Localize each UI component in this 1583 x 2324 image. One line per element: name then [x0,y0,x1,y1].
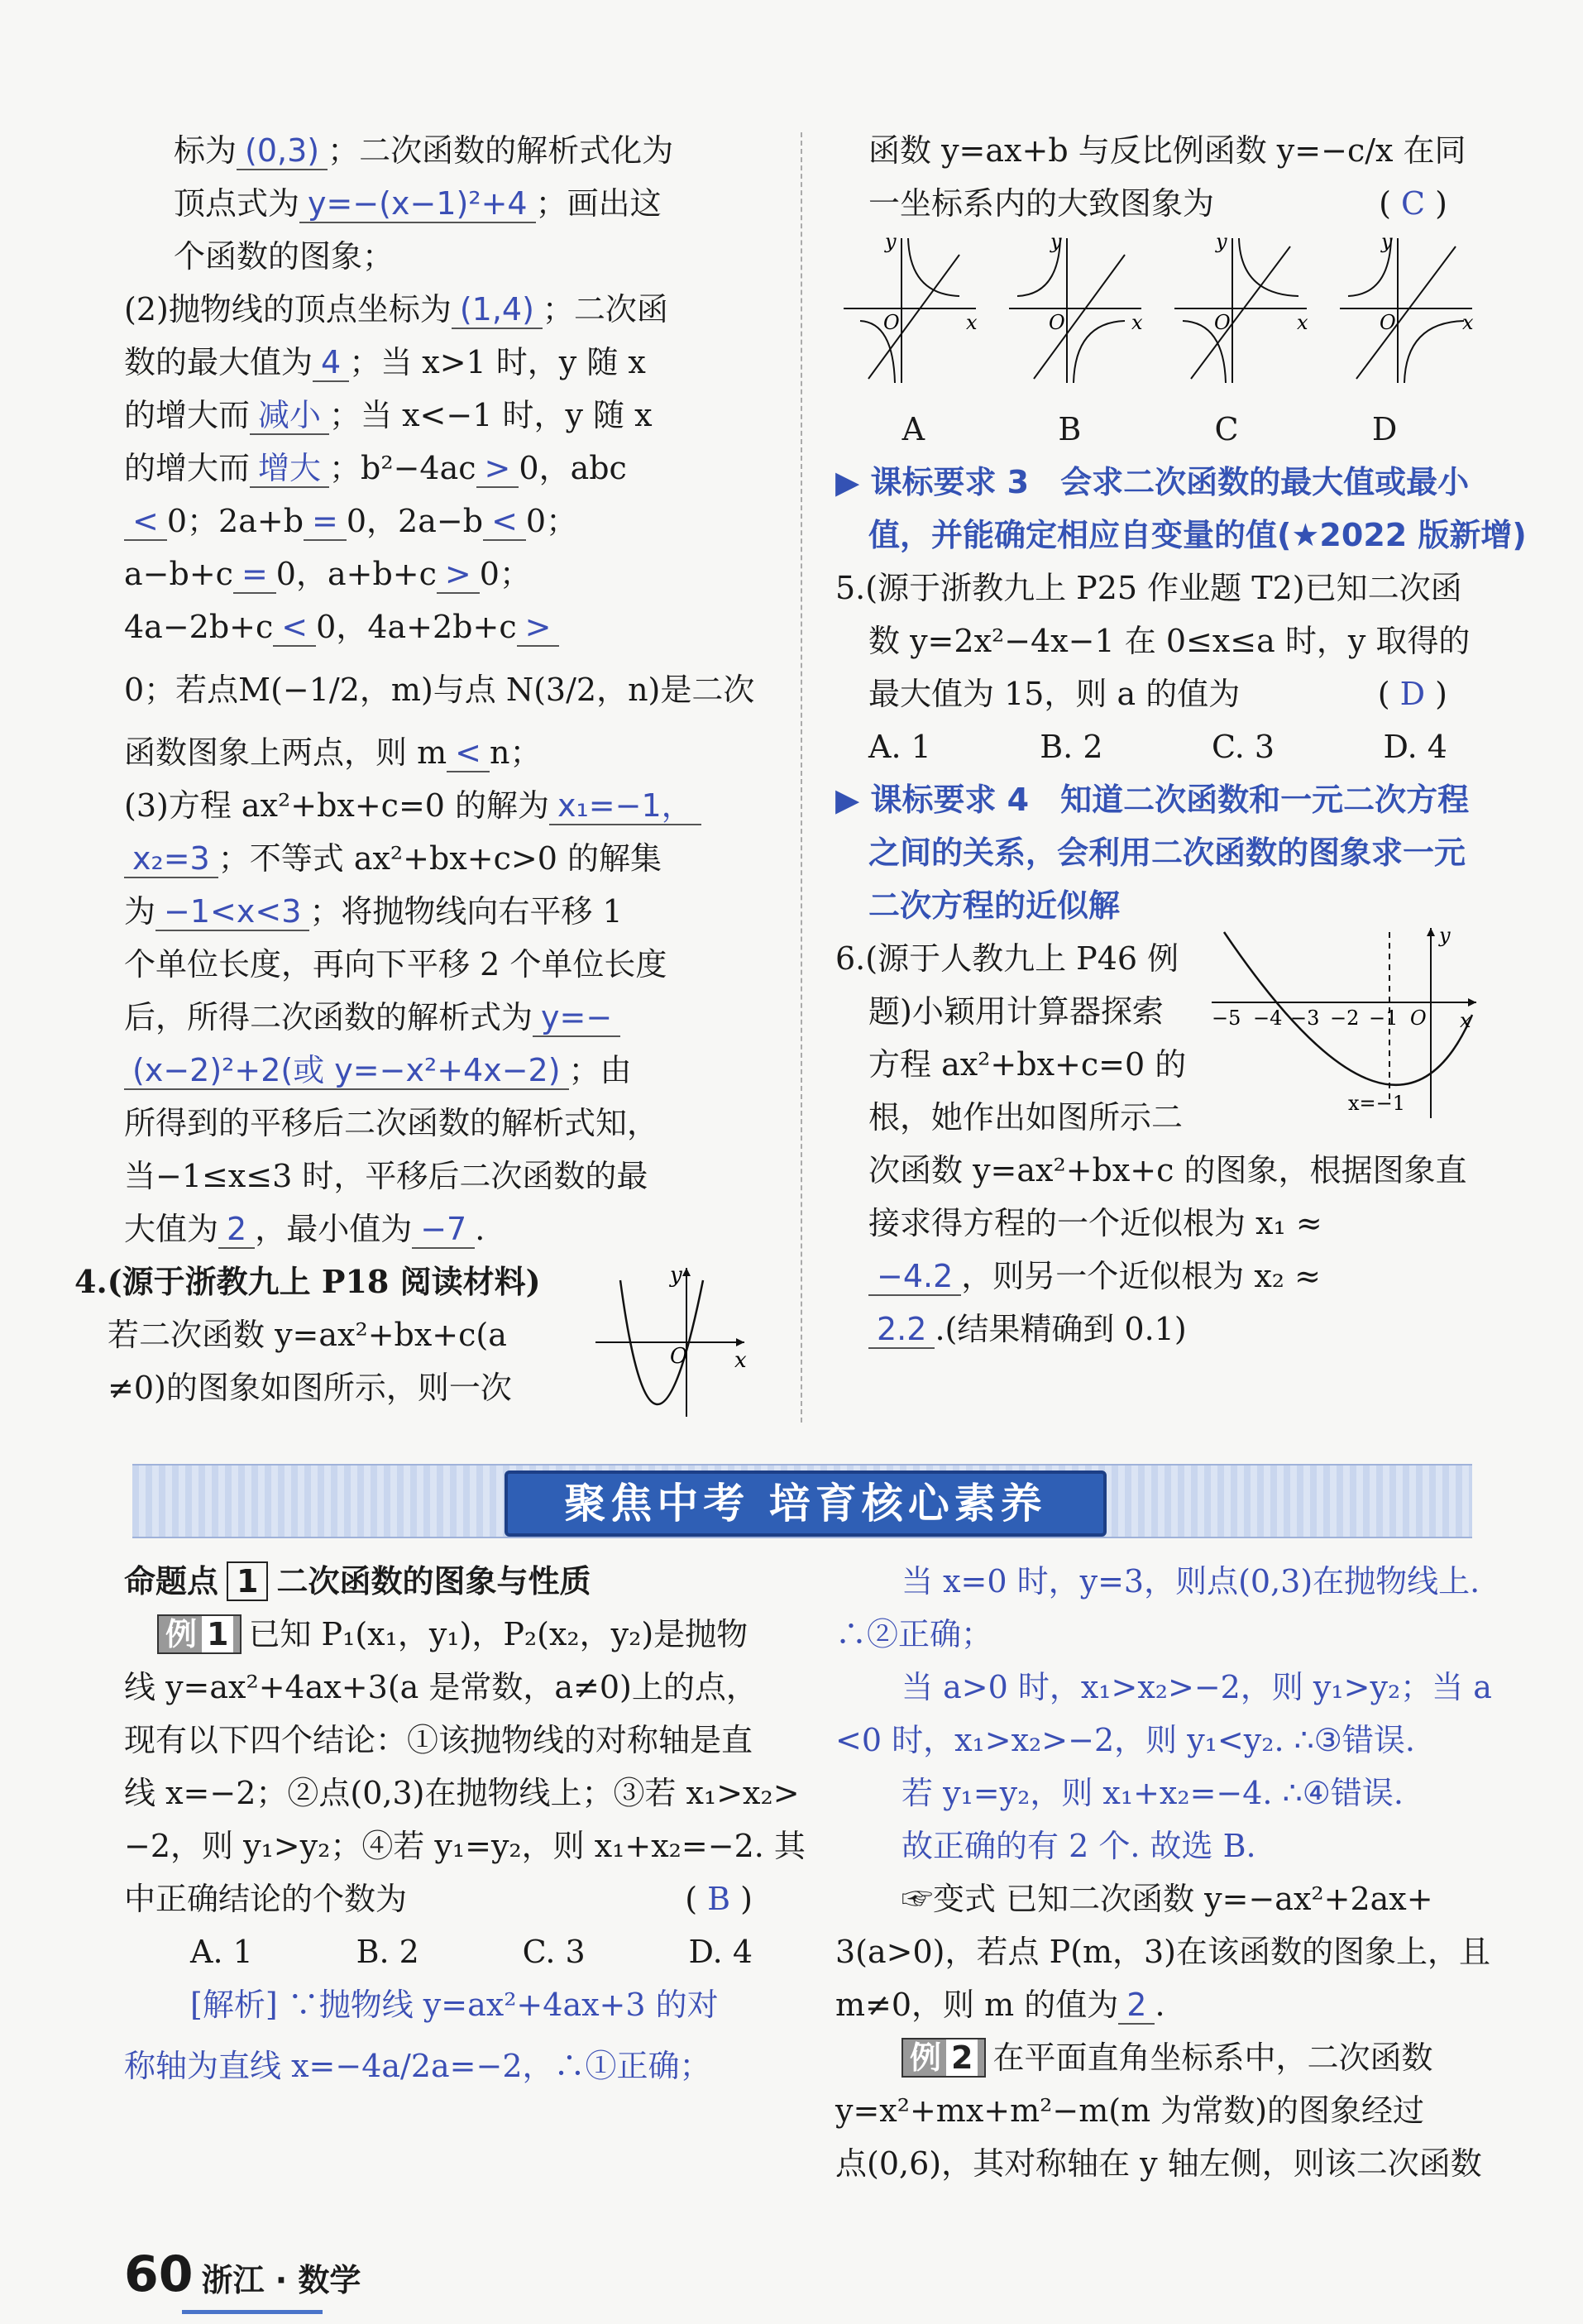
svg-text:x: x [966,311,978,334]
answer-blank: 2.2 [868,1311,935,1349]
topic-number: 1 [227,1561,268,1601]
example-1-options [124,1925,786,1978]
line: 0；若点M(−1/2，m)与点 N(3/2，n)是二次 [124,672,755,708]
curriculum-requirement-4-cont: 之间的关系，会利用二次函数的图象求一元 [868,834,1466,871]
svg-text:O: O [1380,311,1396,334]
answer-blank: < [273,609,316,647]
question-6-source: 6.(源于人教九上 P46 例 [835,940,1179,977]
line: 为 −1<x<3 ；将抛物线向右平移 1 [124,893,623,930]
answer: D [1399,676,1426,712]
option: B. 2 [356,1934,419,1970]
option: C. 3 [522,1934,586,1970]
svg-text:y: y [1439,924,1451,947]
answer-blank: −7 [412,1211,475,1249]
solution-line: 当 a>0 时，x₁>x₂>−2，则 y₁>y₂；当 a [901,1669,1492,1705]
option: A. 1 [868,729,931,765]
answer-blank: < [124,503,167,541]
choice-labels [835,403,1464,456]
solution-line: 故正确的有 2 个. 故选 B. [901,1828,1256,1864]
svg-text:x: x [734,1348,747,1373]
variant-question: ☞变式 已知二次函数 y=−ax²+2ax+ [901,1881,1433,1917]
line: ≠0)的图象如图所示，则一次 [108,1370,512,1406]
line: < 0；2a+b = 0，2a−b < 0； [124,495,786,548]
line: 所得到的平移后二次函数的解析式知， [124,1105,659,1141]
solution-line: ∴②正确； [835,1616,993,1652]
answer-blank: 增大 [250,450,329,488]
option: C. 3 [1211,729,1275,765]
answer-blank: (1,4) [452,291,543,329]
answer-blank: (x−2)²+2(或 y=−x²+4x−2) [124,1052,569,1090]
svg-text:O: O [1410,1007,1427,1030]
question-4 [74,1255,786,1414]
line: 3(a>0)，若点 P(m，3)在该函数的图象上，且 [835,1934,1491,1970]
right-column [835,124,1527,1356]
answer-blank: < [483,503,526,541]
line: 线 y=ax²+4ax+3(a 是常数，a≠0)上的点， [124,1669,758,1705]
line: 接求得方程的一个近似根为 x₁ ≈ [868,1205,1322,1241]
choice-label: A [901,411,925,447]
solution-line: [解析] ∵抛物线 y=ax²+4ax+3 的对 [190,1987,719,2023]
answer: C [1401,185,1426,222]
footer-label: 浙江 · 数学 [201,2262,361,2298]
line: (2)抛物线的顶点坐标为 (1,4) ；二次函 [124,291,668,328]
option: D. 4 [1383,729,1447,765]
answer-blank: y=−(x−1)²+4 [299,185,536,223]
line: 大值为 2 ，最小值为 −7 . [124,1211,485,1247]
line: 中正确结论的个数为 ( B ) [124,1881,753,1917]
answer-blank: x₂=3 [124,840,218,878]
line: −4.2 ，则另一个近似根为 x₂ ≈ [835,1250,1480,1303]
line: (x−2)²+2(或 y=−x²+4x−2) ；由 [124,1044,786,1097]
line: 线 x=−2；②点(0,3)在抛物线上；③若 x₁>x₂> [124,1775,800,1811]
line: 一坐标系内的大致图象为 ( C ) [868,185,1447,222]
svg-text:x: x [1460,1009,1471,1032]
svg-text:−5: −5 [1212,1007,1241,1030]
q6-graph-label: x=−1 [1348,1092,1406,1115]
choice-graph-d [1340,230,1474,383]
answer-blank: > [476,450,519,488]
example-tag: 例 2 [901,2038,986,2078]
solution-line: <0 时，x₁>x₂>−2，则 y₁<y₂. ∴③错误. [835,1722,1415,1758]
line: 标为 (0,3) ；二次函数的解析式化为 [174,132,674,169]
answer-blank: > [437,556,480,594]
solution-line: 当 x=0 时，y=3，则点(0,3)在抛物线上. [901,1563,1480,1600]
answer-blank: x₁=−1， [549,787,701,825]
curriculum-requirement-4: ▶ 课标要求 4 知道二次函数和一元二次方程 [835,782,1470,818]
choice-graph-c [1174,230,1308,383]
footer-accent-bar [182,2310,323,2314]
page-number: 60 [124,2245,194,2303]
column-divider [801,132,802,1423]
curriculum-requirement-4-cont: 二次方程的近似解 [868,887,1121,924]
svg-text:O: O [1049,311,1065,334]
answer-blank: −4.2 [868,1258,961,1296]
svg-text:y: y [1381,230,1393,253]
option: D. 4 [688,1934,753,1970]
line: 个单位长度，再向下平移 2 个单位长度 [124,946,667,983]
solution-line: 若 y₁=y₂，则 x₁+x₂=−4. ∴④错误. [901,1775,1404,1811]
line: (3)方程 ax²+bx+c=0 的解为 x₁=−1， [124,779,786,832]
lower-right-column [835,1555,1492,2190]
svg-text:y: y [670,1264,682,1288]
choice-graphs [835,230,1480,387]
example-2: 例 2 在平面直角坐标系中，二次函数 [835,2031,1480,2084]
answer-blank: −1<x<3 [155,893,309,931]
answer-blank: 减小 [250,397,329,435]
section-banner [132,1464,1472,1538]
svg-text:−2: −2 [1330,1007,1360,1030]
question-6 [835,924,1480,1356]
line: m≠0，则 m 的值为 2 . [835,1987,1165,2023]
line: 方程 ax²+bx+c=0 的 [868,1046,1187,1083]
line: −2，则 y₁>y₂；④若 y₁=y₂，则 x₁+x₂=−2. 其 [124,1828,806,1864]
line: 后，所得二次函数的解析式为 y=− [124,991,786,1044]
svg-text:O: O [670,1344,688,1369]
example-tag: 例 1 [157,1614,242,1654]
svg-text:−1: −1 [1369,1007,1399,1030]
line: 个函数的图象； [174,238,395,275]
line: 函数 y=ax+b 与反比例函数 y=−c/x 在同 [868,132,1466,169]
answer-blank: > [517,609,560,647]
line: 题)小颖用计算器探索 [868,993,1164,1030]
line: 最大值为 15，则 a 的值为 ( D ) [868,676,1447,712]
q5-options [835,720,1480,773]
line: 当−1≤x≤3 时，平移后二次函数的最 [124,1158,648,1194]
answer-blank: = [233,556,276,594]
line: 顶点式为 y=−(x−1)²+4 ；画出这 [174,185,662,222]
svg-text:O: O [1214,311,1231,334]
line: 4a−2b+c < 0，4a+2b+c > [124,600,786,653]
line: y=x²+mx+m²−m(m 为常数)的图象经过 [835,2092,1425,2129]
line: 点(0,6)，其对称轴在 y 轴左侧，则该二次函数 [835,2145,1482,2182]
q6-parabola-graph [1208,924,1480,1122]
svg-text:O: O [883,311,900,334]
option: B. 2 [1040,729,1103,765]
banner-title: 聚焦中考 培育核心素养 [505,1470,1107,1537]
question-5: 5.(源于浙教九上 P25 作业题 T2)已知二次函 [835,570,1462,606]
answer: B [707,1881,731,1917]
svg-text:y: y [1216,230,1227,253]
example-1: 例 1 已知 P₁(x₁，y₁)，P₂(x₂，y₂)是抛物 [124,1608,786,1661]
page-footer [124,2245,361,2303]
svg-text:x: x [1297,311,1308,334]
line: 根，她作出如图所示二 [868,1099,1184,1136]
choice-graph-b [1009,230,1143,383]
answer-blank: y=− [533,999,620,1037]
line: a−b+c = 0，a+b+c > 0； [124,556,531,592]
answer-blank: = [304,503,347,541]
answer-blank: 2 [1118,1987,1155,2025]
solution-line: 称轴为直线 x=−4a/2a=−2，∴①正确； [124,2048,711,2084]
option: A. 1 [190,1934,253,1970]
line: x₂=3 ；不等式 ax²+bx+c>0 的解集 [124,832,786,885]
answer-blank: (0,3) [237,132,328,170]
topic-heading: 命题点 1 二次函数的图象与性质 [124,1563,591,1600]
svg-text:y: y [885,230,897,253]
line: 函数图象上两点，则 m < n； [124,734,542,771]
svg-text:−4: −4 [1253,1007,1283,1030]
svg-text:x: x [1462,311,1474,334]
lower-left-column [124,1555,806,2101]
line: 的增大而 增大 ；b²−4ac > 0，abc [124,450,627,486]
question-4-source: 4.(源于浙教九上 P18 阅读材料) [74,1263,541,1300]
line: 现有以下四个结论：①该抛物线的对称轴是直 [124,1722,753,1758]
svg-text:y: y [1050,230,1062,253]
line: 2.2 .(结果精确到 0.1) [835,1303,1480,1356]
left-column [74,124,786,1414]
curriculum-requirement-3-cont: 值，并能确定相应自变量的值(★2022 版新增) [868,517,1527,553]
choice-graph-a [844,230,978,383]
answer-blank: 4 [313,344,349,382]
line: 若二次函数 y=ax²+bx+c(a [108,1317,507,1353]
line: 数的最大值为 4 ；当 x>1 时，y 随 x [124,344,646,380]
line: 数 y=2x²−4x−1 在 0≤x≤a 时，y 取得的 [868,623,1471,659]
choice-label: C [1214,411,1239,447]
curriculum-requirement-3: ▶ 课标要求 3 会求二次函数的最大值或最小 [835,464,1470,500]
choice-label: D [1371,411,1398,447]
svg-text:x: x [1131,311,1143,334]
line: 的增大而 减小 ；当 x<−1 时，y 随 x [124,397,653,433]
choice-label: B [1058,411,1082,447]
answer-blank: 2 [218,1211,255,1249]
q4-parabola-graph [587,1264,753,1421]
answer-blank: < [447,734,490,772]
line: 次函数 y=ax²+bx+c 的图象，根据图象直 [868,1152,1467,1188]
svg-text:−3: −3 [1290,1007,1320,1030]
